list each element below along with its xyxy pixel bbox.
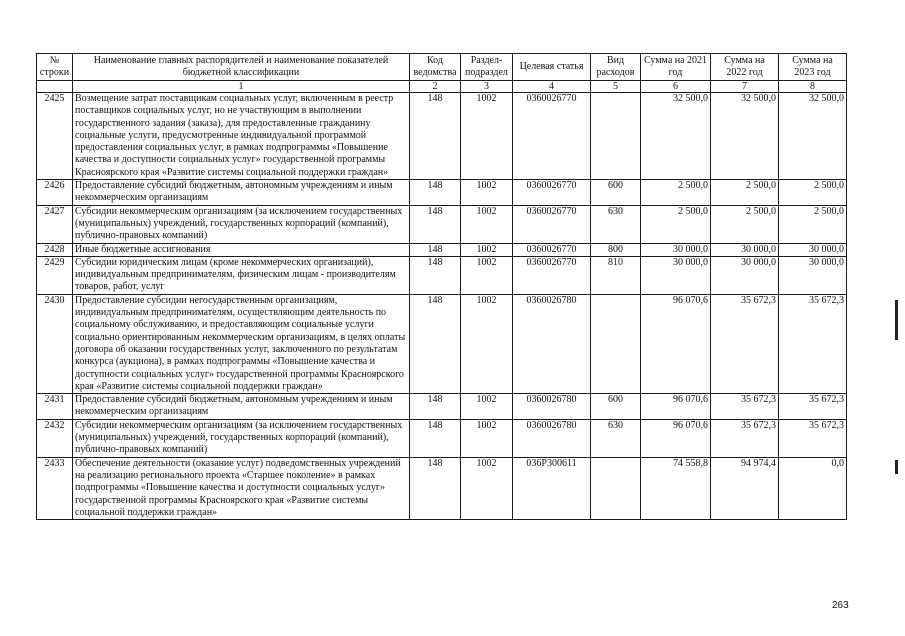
row-number: 2433: [37, 457, 73, 519]
row-sum-2022: 35 672,3: [711, 394, 779, 420]
row-name: Возмещение затрат поставщикам социальных услуг, включенным в реестр поставщиков социальных услуг, но не участвующим в выполнении государственного задания (заказа), для предоставленные гражданину социальные услуги, предусмотренные индивидуальной программой предоставления социальных услуг, в рамках подпрограммы «Повышение качества и доступности социальных услуг» государственной программы Красноярского края «Развитие системы социальной поддержки граждан»: [73, 93, 410, 180]
row-dept-code: 148: [410, 205, 461, 243]
row-target: 0360026780: [513, 419, 591, 457]
column-number: 5: [591, 81, 641, 93]
row-name: Обеспечение деятельности (оказание услуг) подведомственных учреждений на реализацию регионального проекта «Старшее поколение» в рамках подпрограммы «Повышение качества и доступности социальных услуг» государственной программы Красноярского края «Развитие системы социальной поддержки граждан»: [73, 457, 410, 519]
table-row: [37, 419, 847, 457]
budget-page: [36, 53, 847, 520]
row-dept-code: 148: [410, 457, 461, 519]
row-sum-2023: 35 672,3: [779, 294, 847, 393]
header-row-no: № строки: [37, 54, 73, 81]
row-expense-type: [591, 457, 641, 519]
row-expense-type: [591, 93, 641, 180]
column-number: 1: [73, 81, 410, 93]
row-name: Субсидии юридическим лицам (кроме некоммерческих организаций), индивидуальным предпринимателям, физическим лицам - производителям товаров, работ, услуг: [73, 256, 410, 294]
row-target: 0360026780: [513, 394, 591, 420]
column-number-row: [37, 81, 847, 93]
row-number: 2428: [37, 243, 73, 256]
row-sum-2021: 2 500,0: [641, 205, 711, 243]
table-row: [37, 256, 847, 294]
row-number: 2427: [37, 205, 73, 243]
row-dept-code: 148: [410, 394, 461, 420]
row-expense-type: 810: [591, 256, 641, 294]
row-number: 2426: [37, 180, 73, 206]
row-target: 0360026770: [513, 93, 591, 180]
row-section: 1002: [461, 243, 513, 256]
row-expense-type: 600: [591, 394, 641, 420]
column-number: [37, 81, 73, 93]
header-sum-2022: Сумма на 2022 год: [711, 54, 779, 81]
row-sum-2023: 35 672,3: [779, 419, 847, 457]
table-row: [37, 93, 847, 180]
table-row: [37, 205, 847, 243]
table-row: [37, 394, 847, 420]
row-number: 2430: [37, 294, 73, 393]
row-sum-2023: 30 000,0: [779, 256, 847, 294]
budget-table: [36, 53, 847, 520]
row-expense-type: 630: [591, 205, 641, 243]
row-sum-2022: 35 672,3: [711, 294, 779, 393]
row-section: 1002: [461, 457, 513, 519]
row-expense-type: 630: [591, 419, 641, 457]
row-sum-2022: 30 000,0: [711, 256, 779, 294]
row-sum-2021: 96 070,6: [641, 419, 711, 457]
scan-edge-mark: [895, 300, 898, 340]
row-section: 1002: [461, 419, 513, 457]
row-number: 2429: [37, 256, 73, 294]
row-number: 2431: [37, 394, 73, 420]
row-sum-2022: 32 500,0: [711, 93, 779, 180]
row-sum-2023: 2 500,0: [779, 180, 847, 206]
row-name: Предоставление субсидии негосударственным организациям, индивидуальным предпринимателям, осуществляющим деятельность по социальному обслуживанию, и предоставляющим социальные услуги социально ориентированным некоммерческим организациям, в целях оплаты договора об оказании государственных услуг, заключенного по результатам конкурса (аукциона), в рамках подпрограммы «Повышение качества и доступности социальных услуг» государственной программы Красноярского края «Развитие системы социальной поддержки граждан»: [73, 294, 410, 393]
row-section: 1002: [461, 294, 513, 393]
row-sum-2021: 96 070,6: [641, 294, 711, 393]
row-expense-type: 800: [591, 243, 641, 256]
row-target: 0360026770: [513, 243, 591, 256]
header-dept-code: Код ведомства: [410, 54, 461, 81]
row-sum-2022: 35 672,3: [711, 419, 779, 457]
column-number: 8: [779, 81, 847, 93]
row-name: Предоставление субсидий бюджетным, автономным учреждениям и иным некоммерческим организациям: [73, 180, 410, 206]
row-target: 0360026780: [513, 294, 591, 393]
table-header-row: [37, 54, 847, 81]
row-expense-type: 600: [591, 180, 641, 206]
header-section: Раздел-подраздел: [461, 54, 513, 81]
row-sum-2021: 30 000,0: [641, 243, 711, 256]
row-number: 2425: [37, 93, 73, 180]
column-number: 7: [711, 81, 779, 93]
row-name: Субсидии некоммерческим организациям (за исключением государственных (муниципальных) учреждений, государственных корпораций (компаний), публично-правовых компаний): [73, 419, 410, 457]
table-row: [37, 180, 847, 206]
table-row: [37, 294, 847, 393]
row-sum-2021: 2 500,0: [641, 180, 711, 206]
row-dept-code: 148: [410, 294, 461, 393]
header-target: Целевая статья: [513, 54, 591, 81]
row-sum-2022: 94 974,4: [711, 457, 779, 519]
row-name: Субсидии некоммерческим организациям (за исключением государственных (муниципальных) учреждений, государственных корпораций (компаний), публично-правовых компаний): [73, 205, 410, 243]
row-dept-code: 148: [410, 419, 461, 457]
row-target: 0360026770: [513, 180, 591, 206]
row-sum-2023: 32 500,0: [779, 93, 847, 180]
row-dept-code: 148: [410, 256, 461, 294]
column-number: 6: [641, 81, 711, 93]
row-dept-code: 148: [410, 180, 461, 206]
page-number: 263: [832, 600, 849, 611]
row-sum-2022: 30 000,0: [711, 243, 779, 256]
row-section: 1002: [461, 205, 513, 243]
column-number: 2: [410, 81, 461, 93]
row-sum-2022: 2 500,0: [711, 180, 779, 206]
scan-edge-mark: [895, 460, 898, 474]
row-target: 0360026770: [513, 256, 591, 294]
header-sum-2021: Сумма на 2021 год: [641, 54, 711, 81]
row-sum-2021: 74 558,8: [641, 457, 711, 519]
row-section: 1002: [461, 394, 513, 420]
row-section: 1002: [461, 93, 513, 180]
row-section: 1002: [461, 256, 513, 294]
column-number: 4: [513, 81, 591, 93]
row-number: 2432: [37, 419, 73, 457]
row-sum-2023: 0,0: [779, 457, 847, 519]
row-dept-code: 148: [410, 93, 461, 180]
row-sum-2023: 30 000,0: [779, 243, 847, 256]
row-name: Предоставление субсидий бюджетным, автономным учреждениям и иным некоммерческим организациям: [73, 394, 410, 420]
table-row: [37, 243, 847, 256]
row-target: 0360026770: [513, 205, 591, 243]
table-row: [37, 457, 847, 519]
row-sum-2021: 96 070,6: [641, 394, 711, 420]
row-sum-2021: 32 500,0: [641, 93, 711, 180]
row-dept-code: 148: [410, 243, 461, 256]
row-name: Иные бюджетные ассигнования: [73, 243, 410, 256]
column-number: 3: [461, 81, 513, 93]
row-sum-2022: 2 500,0: [711, 205, 779, 243]
row-section: 1002: [461, 180, 513, 206]
row-sum-2021: 30 000,0: [641, 256, 711, 294]
header-expense-type: Вид расходов: [591, 54, 641, 81]
row-target: 036P300611: [513, 457, 591, 519]
row-sum-2023: 35 672,3: [779, 394, 847, 420]
row-expense-type: [591, 294, 641, 393]
header-sum-2023: Сумма на 2023 год: [779, 54, 847, 81]
header-name: Наименование главных распорядителей и наименование показателей бюджетной классификации: [73, 54, 410, 81]
row-sum-2023: 2 500,0: [779, 205, 847, 243]
